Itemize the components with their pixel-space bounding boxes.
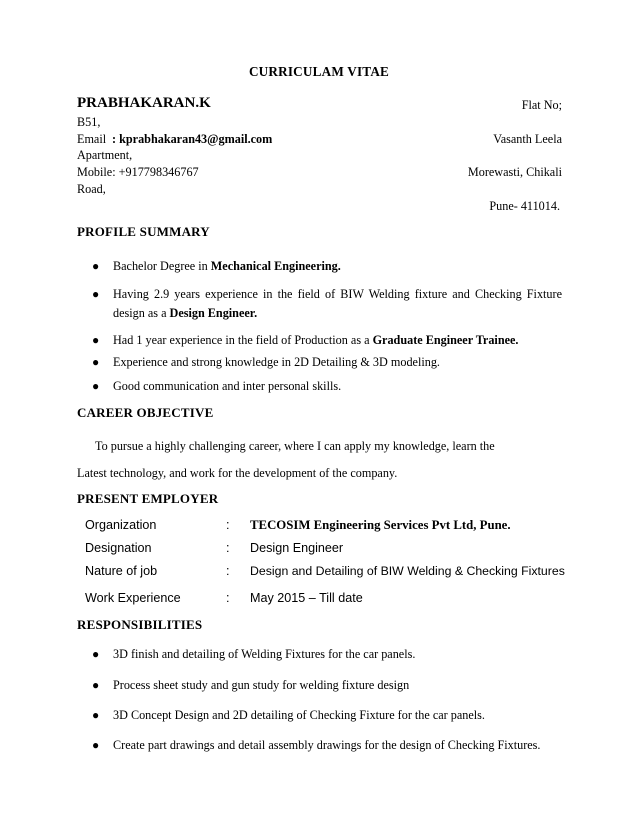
bullet-icon: ● [92, 708, 100, 722]
address-line-1-wrap: B51, [77, 115, 101, 129]
employer-field-label: Designation [85, 541, 152, 555]
address-line-3: Morewasti, Chikali [467, 165, 562, 179]
employer-field-value: May 2015 – Till date [250, 591, 363, 605]
field-separator: : [226, 591, 230, 605]
bullet-icon: ● [92, 738, 100, 752]
mobile-number: Mobile: +917798346767 [77, 165, 199, 179]
email-label: Email [77, 132, 107, 146]
bullet-icon: ● [92, 287, 100, 301]
employer-field-value: TECOSIM Engineering Services Pvt Ltd, Pune. [250, 518, 511, 532]
field-separator: : [226, 541, 230, 555]
employer-field-label: Organization [85, 518, 157, 532]
item-text: Experience and strong knowledge in 2D Detailing & 3D modeling. [113, 355, 440, 369]
item-text: Had 1 year experience in the field of Production as a [113, 333, 373, 347]
address-line-3-wrap: Road, [77, 182, 106, 196]
employer-field-value: Design and Detailing of BIW Welding & Checking Fixtures [250, 564, 565, 578]
bullet-icon: ● [92, 379, 100, 393]
responsibilities-heading: RESPONSIBILITIES [77, 617, 203, 632]
bullet-icon: ● [92, 259, 100, 273]
career-objective-line-2: Latest technology, and work for the development of the company. [77, 466, 398, 480]
employer-field-value: Design Engineer [250, 541, 344, 555]
employer-field-label: Nature of job [85, 564, 158, 578]
employer-field-label: Work Experience [85, 591, 181, 605]
item-text: 3D Concept Design and 2D detailing of Checking Fixture for the car panels. [113, 708, 485, 722]
item-text: Bachelor Degree in [113, 259, 211, 273]
career-objective-line-1: To pursue a highly challenging career, where I can apply my knowledge, learn the [95, 439, 495, 453]
candidate-name: PRABHAKARAN.K [77, 95, 211, 111]
item-text: Having 2.9 years experience in the field of BIW Welding fixture and Checking Fixture [113, 287, 562, 301]
item-text: Process sheet study and gun study for welding fixture design [113, 678, 410, 692]
bullet-icon: ● [92, 333, 100, 347]
career-objective-heading: CAREER OBJECTIVE [77, 405, 214, 420]
item-text: design as a [113, 306, 170, 320]
present-employer-heading: PRESENT EMPLOYER [77, 491, 219, 506]
item-bold-text: Graduate Engineer Trainee. [372, 333, 519, 347]
item-text: Good communication and inter personal skills. [113, 379, 342, 393]
address-line-2: Vasanth Leela [493, 132, 562, 146]
email-address: : kprabhakaran43@gmail.com [112, 132, 273, 146]
item-bold-text: Design Engineer. [169, 306, 258, 320]
address-line-2-wrap: Apartment, [77, 148, 133, 162]
bullet-icon: ● [92, 647, 100, 661]
field-separator: : [226, 564, 230, 578]
profile-summary-heading: PROFILE SUMMARY [77, 224, 210, 239]
address-line-1: Flat No; [521, 98, 562, 112]
item-bold-text: Mechanical Engineering. [210, 259, 341, 273]
bullet-icon: ● [92, 355, 100, 369]
bullet-icon: ● [92, 678, 100, 692]
address-line-4: Pune- 411014. [489, 199, 560, 213]
item-text: 3D finish and detailing of Welding Fixtures for the car panels. [113, 647, 416, 661]
item-text: Create part drawings and detail assembly drawings for the design of Checking Fixtures. [113, 738, 541, 752]
document-title: CURRICULAM VITAE [248, 64, 390, 79]
field-separator: : [226, 518, 230, 532]
